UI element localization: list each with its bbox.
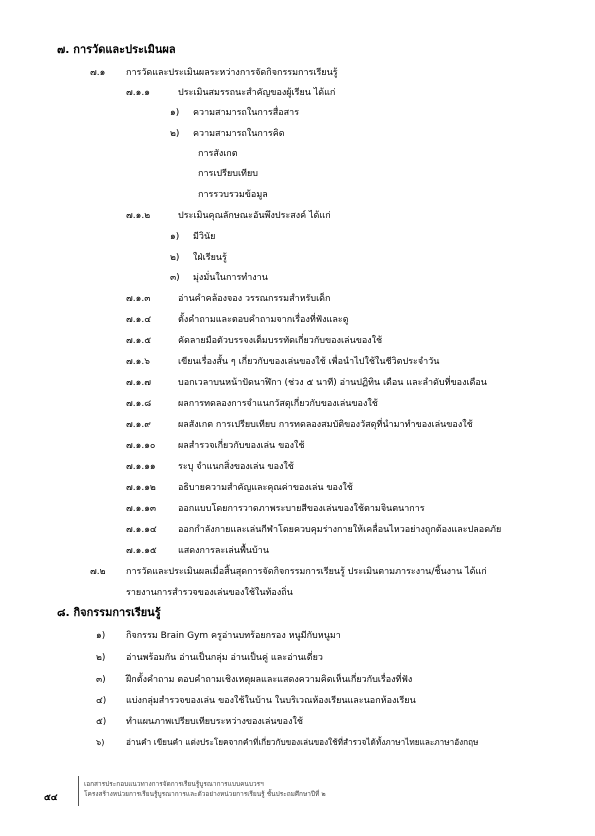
competency-1-text: ความสามารถในการสื่อสาร bbox=[193, 108, 300, 118]
assessment-item-num: ๗.๑.๑๑ bbox=[126, 462, 156, 472]
assessment-item-text: ระบุ จำแนกสิ่งของเล่น ของใช้ bbox=[178, 462, 294, 472]
assessment-item-num: ๗.๑.๑๓ bbox=[126, 504, 157, 514]
footer-line-1: เอกสารประกอบแนวทางการจัดการเรียนรู้บูรณาการแบบคนบวรฯ bbox=[84, 780, 264, 788]
assessment-item-text: ผลสำรวจเกี่ยวกับของเล่น ของใช้ bbox=[178, 441, 305, 451]
item-7-1-2-text: ประเมินคุณลักษณะอันพึงประสงค์ ได้แก่ bbox=[178, 211, 331, 221]
activity-num: ๒) bbox=[96, 653, 106, 663]
assessment-item-num: ๗.๑.๙ bbox=[126, 420, 151, 430]
assessment-item-num: ๗.๑.๔ bbox=[126, 315, 152, 325]
activity-text: กิจกรรม Brain Gym ครูอ่านบทร้อยกรอง หนูมีกับหนูมา bbox=[126, 631, 341, 641]
item-7-2-text: การวัดและประเมินผลเมื่อสิ้นสุดการจัดกิจกรรมการเรียนรู้ ประเมินตามภาระงาน/ชิ้นงาน ได้แก่ bbox=[126, 567, 487, 577]
assessment-item-num: ๗.๑.๓ bbox=[126, 294, 151, 304]
assessment-item-num: ๗.๑.๑๐ bbox=[126, 441, 156, 451]
activity-num: ๑) bbox=[96, 631, 106, 641]
activity-num: ๓) bbox=[96, 675, 106, 685]
assessment-item-text: ผลสังเกต การเปรียบเทียบ การทดลองสมบัติของวัสดุที่นำมาทำของเล่นของใช้ bbox=[178, 420, 473, 430]
assessment-item-num: ๗.๑.๑๒ bbox=[126, 483, 156, 493]
activity-num: ๔) bbox=[96, 696, 107, 706]
thinking-sub-item: การเปรียบเทียบ bbox=[198, 169, 258, 179]
activity-text: ทำแผนภาพเปรียบเทียบระหว่างของเล่นของใช้ bbox=[126, 717, 303, 727]
item-7-1-num: ๗.๑ bbox=[90, 68, 106, 78]
footer-line-2: โครงสร้างหน่วยการเรียนรู้บูรณาการและตัวอย่างหน่วยการเรียนรู้ ชั้นประถมศึกษาปีที่ ๒ bbox=[84, 790, 326, 798]
activity-text: แบ่งกลุ่มสำรวจของเล่น ของใช้ในบ้าน ในบริเวณห้องเรียนและนอกห้องเรียน bbox=[126, 696, 416, 706]
assessment-item-text: คัดลายมือตัวบรรจงเต็มบรรทัดเกี่ยวกับของเล่นของใช้ bbox=[178, 336, 383, 346]
attribute-1-num: ๑) bbox=[170, 232, 180, 242]
item-7-1-1-num: ๗.๑.๑ bbox=[126, 88, 150, 98]
attribute-1-text: มีวินัย bbox=[193, 232, 216, 242]
attribute-2-num: ๒) bbox=[170, 253, 180, 263]
assessment-item-num: ๗.๑.๖ bbox=[126, 357, 150, 367]
activity-text: อ่านคำ เขียนคำ แต่งประโยคจากคำที่เกี่ยวกับของเล่นของใช้ที่สำรวจได้ทั้งภาษาไทยและภาษาอังกฤษ bbox=[126, 737, 479, 747]
competency-2-text: ความสามารถในการคิด bbox=[193, 129, 285, 139]
assessment-item-text: บอกเวลาบนหน้าปัดนาฬิกา (ช่วง ๕ นาที) อ่านปฏิทิน เดือน และลำดับที่ของเดือน bbox=[178, 378, 487, 388]
assessment-item-text: อธิบายความสำคัญและคุณค่าของเล่น ของใช้ bbox=[178, 483, 353, 493]
attribute-3-num: ๓) bbox=[170, 273, 180, 283]
assessment-item-text: เขียนเรื่องสั้น ๆ เกี่ยวกับของเล่นของใช้ เพื่อนำไปใช้ในชีวิตประจำวัน bbox=[178, 357, 440, 367]
attribute-2-text: ใฝ่เรียนรู้ bbox=[193, 253, 227, 263]
assessment-item-text: ผลการทดลองการจำแนกวัสดุเกี่ยวกับของเล่นของใช้ bbox=[178, 399, 378, 409]
section-7-title: ๗. การวัดและประเมินผล bbox=[57, 43, 176, 56]
attribute-3-text: มุ่งมั่นในการทำงาน bbox=[193, 273, 268, 283]
thinking-sub-item: การรวบรวมข้อมูล bbox=[198, 190, 268, 200]
page-number: ๕๔ bbox=[44, 793, 58, 803]
assessment-item-text: ตั้งคำถามและตอบคำถามจากเรื่องที่ฟังและดู bbox=[178, 315, 349, 325]
assessment-item-num: ๗.๑.๗ bbox=[126, 378, 151, 388]
item-7-1-1-text: ประเมินสมรรถนะสำคัญของผู้เรียน ได้แก่ bbox=[178, 88, 336, 98]
assessment-item-num: ๗.๑.๘ bbox=[126, 399, 152, 409]
activity-num: ๖) bbox=[96, 737, 105, 747]
activity-text: ฝึกตั้งคำถาม ตอบคำถามเชิงเหตุผลและแสดงความคิดเห็นเกี่ยวกับเรื่องที่ฟัง bbox=[126, 675, 413, 685]
assessment-item-text: อ่านคำคล้องจอง วรรณกรรมสำหรับเด็ก bbox=[178, 294, 331, 304]
assessment-item-num: ๗.๑.๑๔ bbox=[126, 525, 157, 535]
assessment-item-text: ออกแบบโดยการวาดภาพระบายสีของเล่นของใช้ตามจินตนาการ bbox=[178, 504, 425, 514]
item-7-2-num: ๗.๒ bbox=[90, 567, 106, 577]
item-7-1-2-num: ๗.๑.๒ bbox=[126, 211, 151, 221]
footer-divider bbox=[78, 776, 79, 806]
assessment-item-text: แสดงการละเล่นพื้นบ้าน bbox=[178, 546, 269, 556]
activity-text: อ่านพร้อมกัน อ่านเป็นกลุ่ม อ่านเป็นคู่ และอ่านเดี่ยว bbox=[126, 653, 323, 663]
competency-2-num: ๒) bbox=[170, 129, 180, 139]
thinking-sub-item: การสังเกต bbox=[198, 149, 238, 159]
section-8-title: ๘. กิจกรรมการเรียนรู้ bbox=[57, 606, 161, 619]
competency-1-num: ๑) bbox=[170, 108, 180, 118]
assessment-item-num: ๗.๑.๑๕ bbox=[126, 546, 157, 556]
item-7-2-text-continued: รายงานการสำรวจของเล่นของใช้ในท้องถิ่น bbox=[126, 588, 293, 598]
item-7-1-text: การวัดและประเมินผลระหว่างการจัดกิจกรรมการเรียนรู้ bbox=[126, 68, 338, 78]
activity-num: ๕) bbox=[96, 717, 107, 727]
assessment-item-num: ๗.๑.๕ bbox=[126, 336, 152, 346]
assessment-item-text: ออกกำลังกายและเล่นกีฬาโดยควบคุมร่างกายให้เคลื่อนไหวอย่างถูกต้องและปลอดภัย bbox=[178, 525, 502, 535]
